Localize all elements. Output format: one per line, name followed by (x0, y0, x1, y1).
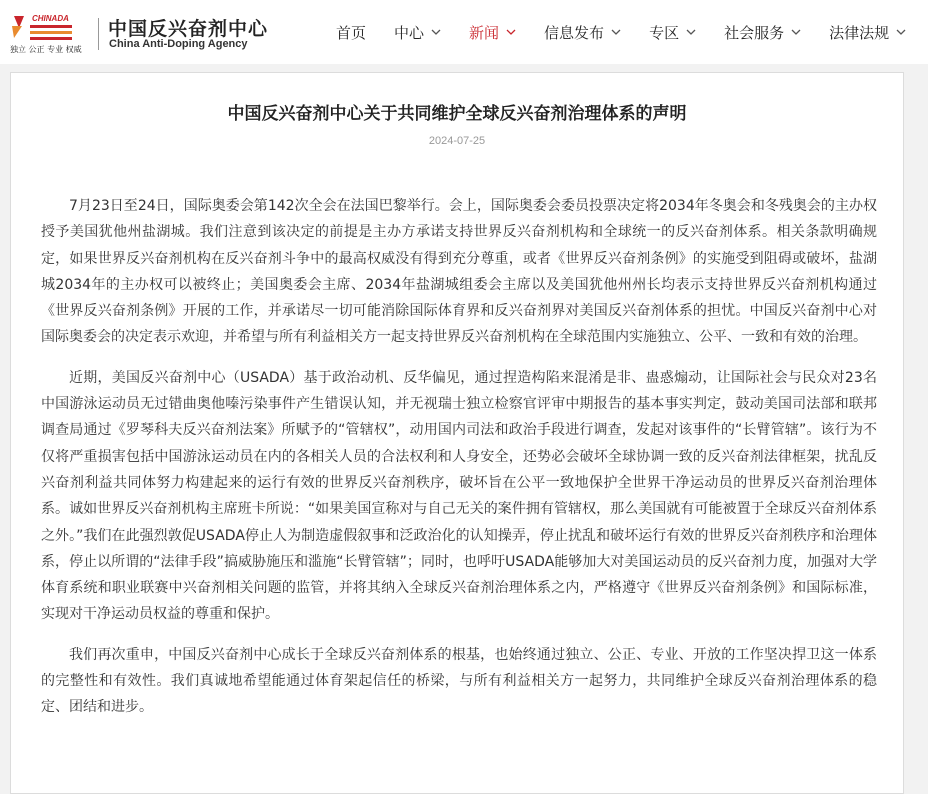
article-date: 2024-07-25 (428, 135, 486, 147)
site-header (0, 0, 928, 64)
chevron-down-icon (431, 27, 441, 37)
nav-item-center[interactable] (394, 0, 441, 64)
nav-item-home[interactable] (336, 0, 366, 64)
nav-item-label: 专区 (649, 23, 680, 42)
nav-item-label: 首页 (336, 23, 367, 42)
chinada-logo-icon (10, 12, 90, 54)
logo-divider (98, 18, 99, 50)
chevron-down-icon (896, 27, 906, 37)
article-paragraph: 近期，美国反兴奋剂中心（USADA）基于政治动机、反华偏见，通过捏造构陷来混淆是非、蛊惑煽动，让国际社会与民众对23名中国游泳运动员无过错曲奥他嗪污染事件产生错误认知，并无视瑞士独立检察官评审中期报告的基本事实判定，鼓动美国司法部和联邦调查局通过《罗琴科夫反兴奋剂法案》所赋予的“管辖权”，动用国内司法和政治手段进行调查，发起对该事件的“长臂管辖”。该行为不仅将严重损害包括中国游泳运动员在内的各相关人员的合法权利和人身安全，还势必会破坏全球协调一致的反兴奋剂法律框架，扰乱反兴奋剂利益共同体努力构建起来的运行有效的世界反兴奋剂秩序，破坏旨在公平一致地保护全世界干净运动员的世界反兴奋剂治理体系。诚如世界反兴奋剂机构主席班卡所说：“如果美国宣称对与自己无关的案件拥有管辖权，那么美国就有可能被置于全球反兴奋剂体系之外。”我们在此强烈敦促USADA停止人为制造虚假叙事和泛政治化的认知操弄，停止扰乱和破坏运行有效的世界反兴奋剂秩序和治理体系，停止以所谓的“法律手段”搞威胁施压和滥施“长臂管辖”；同时，也呼吁USADA能够加大对美国运动员的反兴奋剂力度，加强对大学体育系统和职业联赛中兴奋剂相关问题的监管，并将其纳入全球反兴奋剂治理体系之内，严格遵守《世界反兴奋剂条例》和国际标准，实现对干净运动员权益的尊重和保护。 (41, 369, 877, 623)
nav-item-laws[interactable] (829, 0, 906, 64)
nav-item-label: 信息发布 (544, 23, 605, 42)
logo-text-small: CHINADA (32, 14, 69, 23)
chevron-down-icon (506, 27, 516, 37)
logo-slogan: 独立 公正 专业 权威 (10, 45, 82, 54)
article-body (41, 193, 877, 735)
article-title: 中国反兴奋剂中心关于共同维护全球反兴奋剂治理体系的声明 (227, 104, 687, 124)
nav-item-news[interactable] (469, 0, 516, 64)
nav-item-social-services[interactable] (724, 0, 801, 64)
article-paragraph: 7月23日至24日，国际奥委会第142次全会在法国巴黎举行。会上，国际奥委会委员投票决定将2034年冬奥会和冬残奥会的主办权授予美国犹他州盐湖城。我们注意到该决定的前提是主办方承诺支持世界反兴奋剂机构和全球统一的反兴奋剂体系。相关条款明确规定，如果世界反兴奋剂机构在反兴奋剂斗争中的最高权威没有得到充分尊重，或者《世界反兴奋剂条例》的实施受到阻碍或破坏，盐湖城2034年的主办权可以被终止；美国奥委会主席、2034年盐湖城组委会主席以及美国犹他州州长均表示支持世界反兴奋剂机构通过《世界反兴奋剂条例》开展的工作，并承诺尽一切可能消除国际体育界和反兴奋剂界对美国反兴奋剂体系的担忧。中国反兴奋剂中心对国际奥委会的决定表示欢迎，并希望与所有利益相关方一起支持世界反兴奋剂机构在全球范围内实施独立、公平、一致和有效的治理。 (41, 198, 877, 346)
logo-chinese-name: 中国反兴奋剂中心 (108, 18, 269, 40)
nav-item-info-release[interactable] (544, 0, 621, 64)
chevron-down-icon (791, 27, 801, 37)
nav-item-label: 中心 (394, 23, 425, 42)
logo-english-name: China Anti-Doping Agency (109, 38, 248, 50)
article-paragraph: 我们再次重申，中国反兴奋剂中心成长于全球反兴奋剂体系的根基，也始终通过独立、公正、专业、开放的工作坚决捍卫这一体系的完整性和有效性。我们真诚地希望能通过体育架起信任的桥梁，与所有利益相关方一起努力，共同维护全球反兴奋剂治理体系的稳定、团结和进步。 (41, 646, 877, 716)
nav-item-label: 法律法规 (829, 23, 890, 42)
chevron-down-icon (611, 27, 621, 37)
main-nav (336, 0, 906, 64)
site-logo[interactable] (10, 12, 269, 54)
nav-item-special[interactable] (649, 0, 696, 64)
chevron-down-icon (686, 27, 696, 37)
nav-item-label: 社会服务 (724, 23, 785, 42)
article-container (10, 72, 904, 794)
nav-item-label: 新闻 (469, 23, 500, 42)
